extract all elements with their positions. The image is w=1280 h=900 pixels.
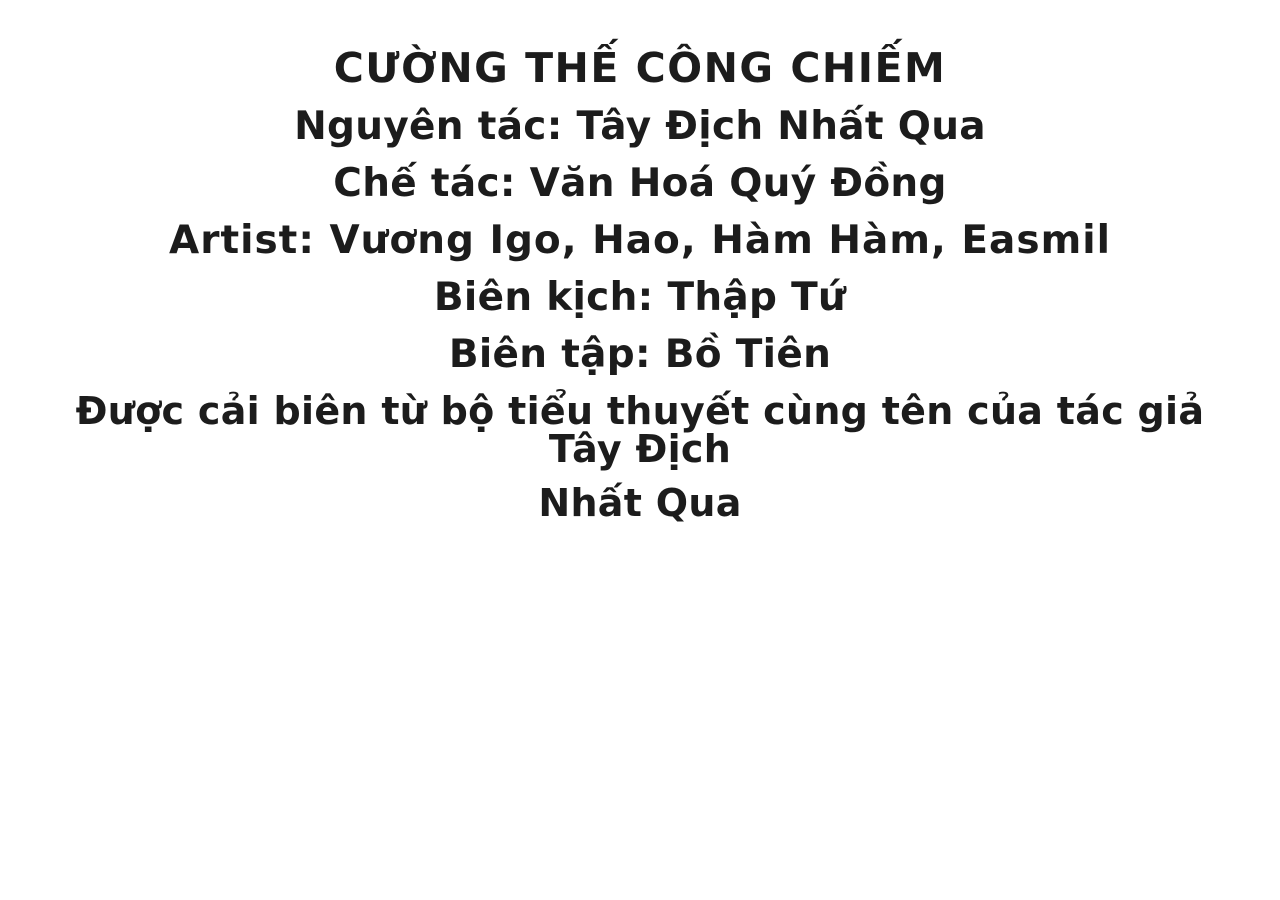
credit-editor: Biên tập: Bồ Tiên [448,332,832,377]
credit-adaptation-line-1: Được cải biên từ bộ tiểu thuyết cùng tên của tác giả Tây Địch [75,389,1205,471]
credit-adaptation-line-2: Nhất Qua [538,481,742,525]
page-title: CƯỜNG THẾ CÔNG CHIẾM [333,44,947,92]
credits-block [0,44,1280,525]
credit-production: Chế tác: Văn Hoá Quý Đồng [333,161,947,206]
credit-artist: Artist: Vương Igo, Hao, Hàm Hàm, Easmil [169,218,1111,263]
credit-script: Biên kịch: Thập Tứ [433,275,847,320]
credit-original-author: Nguyên tác: Tây Địch Nhất Qua [294,104,986,149]
